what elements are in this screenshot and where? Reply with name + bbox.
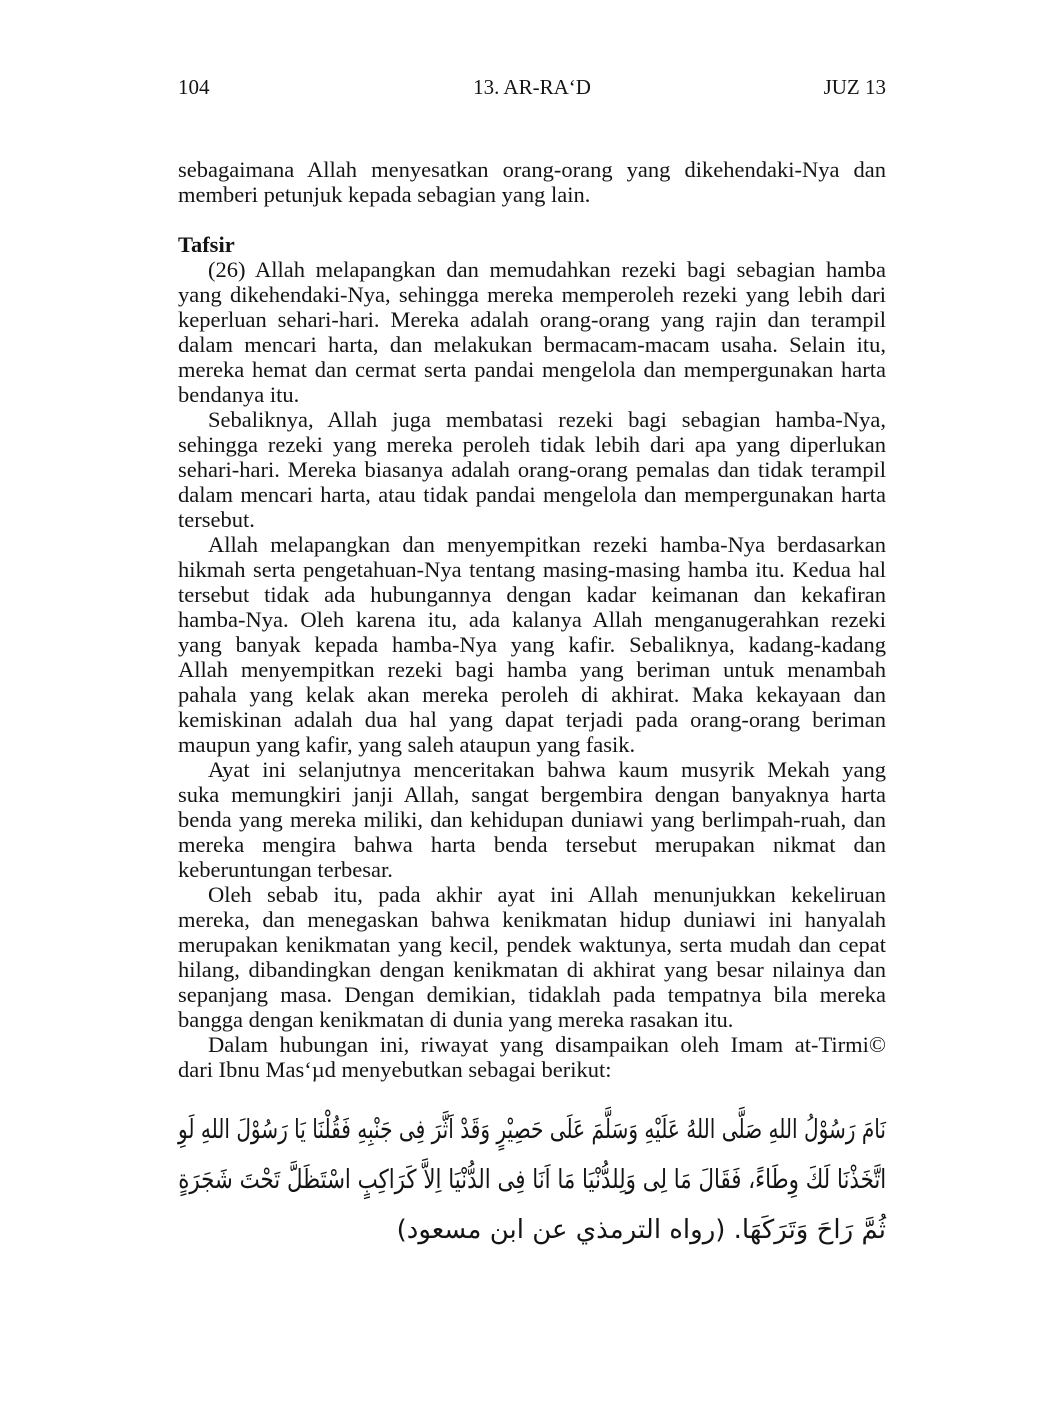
- text-line: yang banyak kepada hamba-Nya yang kafir. Sebaliknya, kadang-kadang: [178, 632, 886, 657]
- chapter-title: 13. AR-RA‘D: [473, 75, 591, 99]
- hadith-arabic-line: نَامَ رَسُوْلُ اللهِ صَلَّى اللهُ عَلَيْهِ وَسَلَّمَ عَلَى حَصِيْرٍ وَقَدْ اَثَّرَ فِى جَنْبِهِ فَقُلْنَا يَا رَسُوْلَ اللهِ لَوِ: [178, 1115, 886, 1145]
- text-line: sehari-hari. Mereka biasanya adalah orang-orang pemalas dan tidak terampil: [178, 457, 886, 482]
- tafsir-paragraph: [178, 532, 886, 757]
- text-line: tersebut tidak ada hubungannya dengan kadar keimanan dan kekafiran: [178, 582, 886, 607]
- text-line: maupun yang kafir, yang saleh ataupun yang fasik.: [178, 732, 636, 757]
- text-line: Ayat ini selanjutnya menceritakan bahwa kaum musyrik Mekah yang: [208, 757, 886, 782]
- text-line: hamba-Nya. Oleh karena itu, ada kalanya Allah menganugerahkan rezeki: [178, 607, 886, 632]
- text-line: bendanya itu.: [178, 382, 300, 407]
- hadith-arabic-text: ثُمَّ رَاحَ وَتَرَكَهَا.: [733, 1215, 886, 1245]
- text-line: sepanjang masa. Dengan demikian, tidaklah pada tempatnya bila mereka: [178, 982, 886, 1007]
- text-line: tersebut.: [178, 507, 255, 532]
- text-line: pahala yang kelak akan mereka peroleh di akhirat. Maka kekayaan dan: [178, 682, 886, 707]
- text-line: sehingga rezeki yang mereka peroleh tidak lebih dari apa yang diperlukan: [178, 432, 886, 457]
- intro-paragraph: [178, 157, 886, 207]
- text-line: bangga dengan kenikmatan di dunia yang mereka rasakan itu.: [178, 1007, 734, 1032]
- text-line: hilang, dibandingkan dengan kenikmatan di akhirat yang besar nilainya dan: [178, 957, 886, 982]
- hadith-block: [178, 1105, 886, 1255]
- text-line: merupakan kenikmatan yang kecil, pendek waktunya, serta mudah dan cepat: [178, 932, 886, 957]
- tafsir-paragraph: [178, 882, 886, 1032]
- text-line: dalam mencari harta, atau tidak pandai mengelola dan mempergunakan harta: [178, 482, 886, 507]
- tafsir-paragraph: [178, 407, 886, 532]
- juz-label: JUZ 13: [823, 75, 886, 99]
- text-line: dalam mencari harta, dan melakukan bermacam-macam usaha. Selain itu,: [178, 332, 886, 357]
- text-line: (26) Allah melapangkan dan memudahkan rezeki bagi sebagian hamba: [208, 257, 886, 282]
- text-line: yang dikehendaki-Nya, sehingga mereka memperoleh rezeki yang lebih dari: [178, 282, 886, 307]
- text-line: sebagaimana Allah menyesatkan orang-orang yang dikehendaki-Nya dan: [178, 157, 886, 182]
- text-line: benda yang mereka miliki, dan kehidupan duniawi yang berlimpah-ruah, dan: [178, 807, 886, 832]
- text-line: hikmah serta pengetahuan-Nya tentang masing-masing hamba itu. Kedua hal: [178, 557, 886, 582]
- text-line: Dalam hubungan ini, riwayat yang disampaikan oleh Imam at-Tirmi©: [208, 1032, 886, 1057]
- text-line: keberuntungan terbesar.: [178, 857, 393, 882]
- tafsir-paragraph: [178, 257, 886, 407]
- text-line: dari Ibnu Mas‘µd menyebutkan sebagai berikut:: [178, 1057, 612, 1082]
- tafsir-paragraph: [178, 757, 886, 882]
- running-header: [178, 75, 886, 100]
- text-line: Oleh sebab itu, pada akhir ayat ini Allah menunjukkan kekeliruan: [208, 882, 886, 907]
- section-heading: Tafsir: [178, 232, 235, 257]
- text-line: suka memungkiri janji Allah, sangat bergembira dengan banyaknya harta: [178, 782, 886, 807]
- text-line: Allah melapangkan dan menyempitkan rezeki hamba-Nya berdasarkan: [208, 532, 886, 557]
- hadith-citation: (رواه الترمذي عن ابن مسعود): [396, 1215, 726, 1245]
- page-number: 104: [178, 75, 210, 99]
- text-line: mereka hemat dan cermat serta pandai mengelola dan mempergunakan harta: [178, 357, 886, 382]
- hadith-arabic-line: [397, 1205, 886, 1255]
- tafsir-paragraph: [178, 1032, 886, 1082]
- text-line: Allah menyempitkan rezeki bagi hamba yang beriman untuk menambah: [178, 657, 886, 682]
- text-line: mereka mengira bahwa harta benda tersebut merupakan nikmat dan: [178, 832, 886, 857]
- text-line: keperluan sehari-hari. Mereka adalah orang-orang yang rajin dan terampil: [178, 307, 886, 332]
- text-line: Sebaliknya, Allah juga membatasi rezeki bagi sebagian hamba-Nya,: [208, 407, 886, 432]
- page-body: [178, 157, 886, 1255]
- text-line: kemiskinan adalah dua hal yang dapat terjadi pada orang-orang beriman: [178, 707, 886, 732]
- text-line: mereka, dan menegaskan bahwa kenikmatan hidup duniawi ini hanyalah: [178, 907, 886, 932]
- hadith-arabic-line: اتَّخَذْنَا لَكَ وِطَاءً، فَقَالَ مَا لِى وَلِلدُّنْيَا مَا اَنَا فِى الدُّنْيَا اِلاَّ كَرَاكِبٍ اسْتَظَلَّ تَحْتَ شَجَرَةٍ: [178, 1165, 886, 1195]
- text-line: memberi petunjuk kepada sebagian yang lain.: [178, 182, 591, 207]
